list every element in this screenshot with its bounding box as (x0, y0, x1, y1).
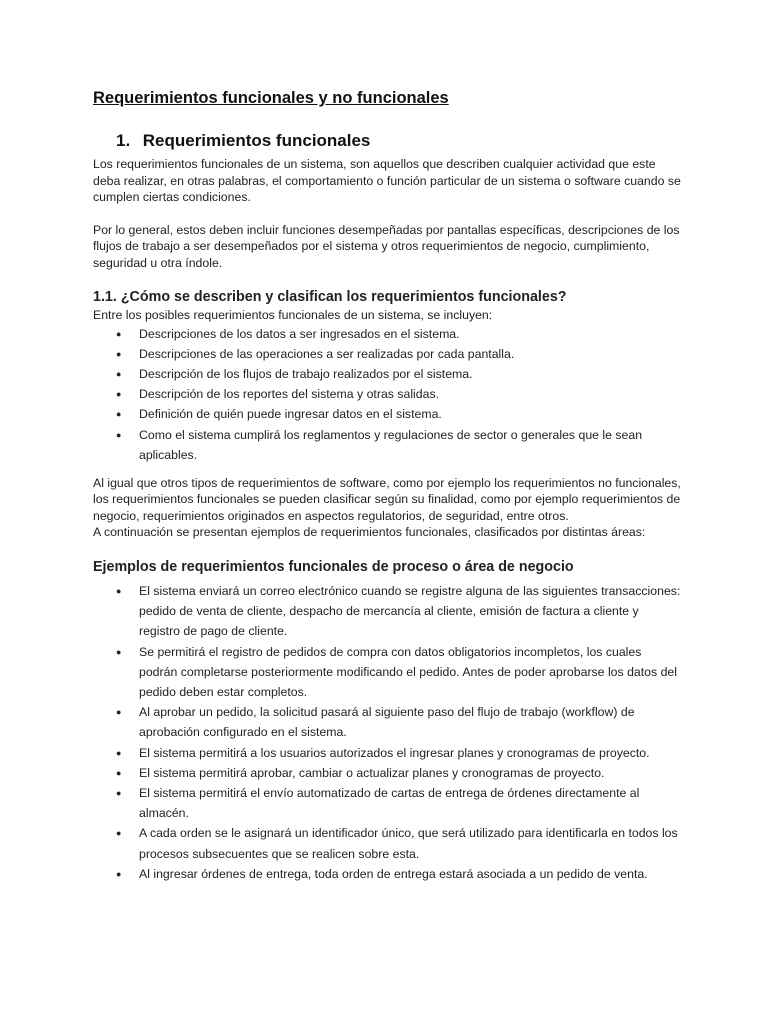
section-1-1-paragraph-after: Al igual que otros tipos de requerimientos de software, como por ejemplo los requerimientos no funcionales, los requerimientos funcionales se pueden clasificar según su finalidad, como por ejemplo requerimientos de negocio, requerimientos originados en aspectos regulatorios, de seguridad, entre otros. (93, 475, 681, 523)
list-item: ● A cada orden se le asignará un identificador único, que será utilizado para identificarla en todos los procesos subsecuentes que se realicen sobre esta. (93, 823, 683, 863)
bullet-icon: ● (116, 429, 122, 440)
list-item: ● Al ingresar órdenes de entrega, toda orden de entrega estará asociada a un pedido de venta. (93, 864, 683, 884)
bullet-icon: ● (116, 868, 122, 879)
list-item: ● Como el sistema cumplirá los reglamentos y regulaciones de sector o generales que le sean aplicables. (93, 425, 683, 465)
list-item: ● El sistema permitirá aprobar, cambiar o actualizar planes y cronogramas de proyecto. (93, 763, 683, 783)
examples-heading: Ejemplos de requerimientos funcionales de proceso o área de negocio (93, 558, 574, 575)
bullet-icon: ● (116, 787, 122, 798)
list-item: ● El sistema permitirá el envío automatizado de cartas de entrega de órdenes directamente al almacén. (93, 783, 683, 823)
list-item: ● Descripciones de las operaciones a ser realizadas por cada pantalla. (93, 344, 683, 364)
section-1-1-heading: 1.1. ¿Cómo se describen y clasifican los requerimientos funcionales? (93, 289, 567, 305)
list-item: ● Descripción de los reportes del sistema y otras salidas. (93, 384, 683, 404)
bullet-icon: ● (116, 828, 122, 839)
bullet-icon: ● (116, 646, 122, 657)
bullet-icon: ● (116, 328, 122, 339)
bullet-icon: ● (116, 707, 122, 718)
section-1-heading-text: Requerimientos funcionales (142, 131, 371, 150)
section-1-number: 1. (116, 131, 131, 150)
section-1-paragraph-2: Por lo general, estos deben incluir funciones desempeñadas por pantallas específicas, descripciones de los flujos de trabajo a ser desempeñados por el sistema y otros requerimientos de negocio, cumplimiento, seguridad u otra índole. (93, 222, 680, 270)
list-item: ● Se permitirá el registro de pedidos de compra con datos obligatorios incompletos, los cuales podrán completarse posteriormente modificando el pedido. Antes de poder aprobarse los datos del pedido deben estar completos. (93, 642, 683, 703)
bullet-icon: ● (116, 767, 122, 778)
bullet-icon: ● (116, 409, 122, 420)
bullet-icon: ● (116, 389, 122, 400)
section-1-1-intro: Entre los posibles requerimientos funcionales de un sistema, se incluyen: (93, 308, 493, 322)
bullet-icon: ● (116, 585, 122, 596)
bullet-icon: ● (116, 348, 122, 359)
list-item: ● Descripciones de los datos a ser ingresados en el sistema. (93, 324, 683, 344)
document-title: Requerimientos funcionales y no funcionales (93, 89, 449, 107)
bullet-icon: ● (116, 747, 122, 758)
document-page (93, 88, 683, 884)
bullet-icon: ● (116, 368, 122, 379)
section-1-heading (93, 130, 683, 152)
examples-list (93, 581, 683, 884)
section-1-1-paragraph-intro-examples: A continuación se presentan ejemplos de requerimientos funcionales, clasificados por distintas áreas: (93, 525, 646, 540)
list-item: ● Al aprobar un pedido, la solicitud pasará al siguiente paso del flujo de trabajo (workflow) de aprobación configurado en el sistema. (93, 702, 683, 742)
section-1-1-list (93, 324, 683, 465)
section-1-paragraph-1: Los requerimientos funcionales de un sistema, son aquellos que describen cualquier actividad que este deba realizar, en otras palabras, el comportamiento o función particular de un sistema o software cuando se cumplen ciertas condiciones. (93, 157, 681, 204)
list-item: ● Descripción de los flujos de trabajo realizados por el sistema. (93, 364, 683, 384)
list-item: ● El sistema enviará un correo electrónico cuando se registre alguna de las siguientes transacciones: pedido de venta de cliente, despacho de mercancía al cliente, emisión de factura a cliente y registro de pago de cliente. (93, 581, 683, 642)
list-item: ● El sistema permitirá a los usuarios autorizados el ingresar planes y cronogramas de proyecto. (93, 743, 683, 763)
list-item: ● Definición de quién puede ingresar datos en el sistema. (93, 404, 683, 424)
